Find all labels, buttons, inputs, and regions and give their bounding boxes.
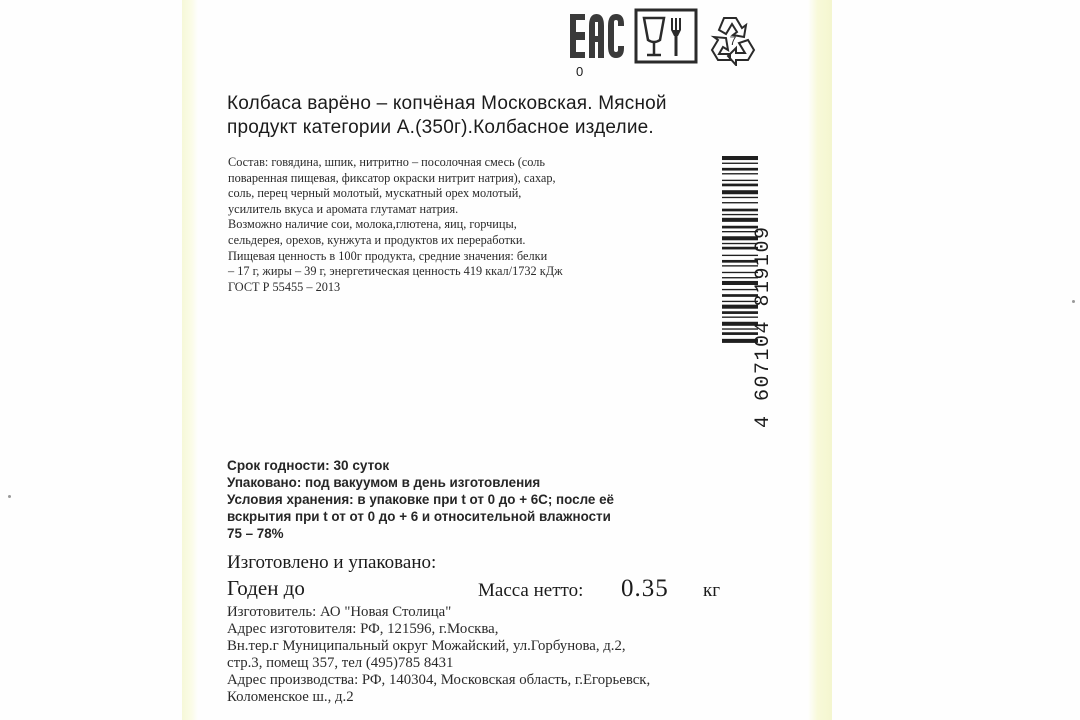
manufacturer-line: Вн.тер.г Муниципальный округ Можайский, ул.Горбунова, д.2,: [227, 638, 626, 654]
title-line: Колбаса варёно – копчёная Московская. Мясной: [227, 93, 667, 114]
ingredients-line: Возможно наличие сои, молока,глютена, яиц, горчицы,: [228, 217, 517, 232]
manufacturer-line: Адрес изготовителя: РФ, 121596, г.Москва,: [227, 621, 499, 637]
packed-info: Упаковано: под вакуумом в день изготовления: [227, 475, 541, 490]
barcode-bar: [722, 190, 758, 194]
ingredients-line: Состав: говядина, шпик, нитритно – посолочная смесь (соль: [228, 155, 545, 169]
barcode-digits: 4 607104 819109: [752, 225, 775, 428]
ingredients-line: усилитель вкуса и аромата глутамат натрия.: [228, 201, 459, 216]
ingredients-line: сельдерея, орехов, кунжута и продуктов их переработки.: [228, 232, 526, 247]
storage-condition-line: Условия хранения: в упаковке при t от 0 до + 6С; после её: [227, 492, 614, 507]
barcode-bar: [722, 168, 758, 171]
barcode-bar: [722, 163, 758, 164]
shelf-life: Срок годности: 30 суток: [227, 458, 390, 473]
eac-mark-icon: [568, 12, 626, 60]
ingredients-block: [228, 155, 698, 295]
manufacturer-line: Изготовитель: АО "Новая Столица": [227, 604, 452, 620]
ingredients-line: ГОСТ Р 55455 – 2013: [228, 279, 341, 294]
barcode-bar: [722, 209, 758, 212]
storage-condition-line: 75 – 78%: [227, 526, 284, 541]
barcode-bar: [722, 218, 758, 222]
label-left-edge: [182, 0, 198, 720]
recycle-code: 7: [729, 34, 737, 48]
recycle-icon: [702, 10, 764, 66]
ingredients-line: – 17 г, жиры – 39 г, энергетическая ценность 419 ккал/1732 кДж: [228, 264, 563, 279]
best-before-label: Годен до: [227, 576, 305, 600]
product-title: [227, 92, 787, 140]
ingredients-line: Пищевая ценность в 100г продукта, средние значения: белки: [228, 248, 548, 263]
manufacturer-line: стр.3, помещ 357, тел (495)785 8431: [227, 655, 454, 671]
made-packed-label: Изготовлено и упаковано:: [227, 552, 437, 573]
net-mass-unit: кг: [703, 580, 721, 601]
barcode-bar: [722, 197, 758, 198]
scan-speck: [8, 495, 11, 498]
barcode-bar: [722, 202, 758, 203]
barcode-bar: [722, 184, 758, 187]
code-zero: 0: [576, 64, 584, 79]
manufacturer-block: [227, 604, 727, 706]
ingredients-line: поваренная пищевая, фиксатор окраски нитрит натрия), сахар,: [228, 170, 556, 185]
barcode-bar: [722, 214, 758, 215]
title-line: продукт категории А.(350г).Колбасное изделие.: [227, 117, 654, 138]
cup-fork-icon: [634, 8, 698, 64]
net-mass-value: 0.35: [621, 575, 669, 602]
ingredients-line: соль, перец черный молотый, мускатный орех молотый,: [228, 186, 522, 201]
storage-condition-line: вскрытия при t от от 0 до + 6 и относительной влажности: [227, 509, 611, 524]
barcode-bar: [722, 180, 758, 181]
manufacturer-line: Адрес производства: РФ, 140304, Московская область, г.Егорьевск,: [227, 672, 651, 688]
storage-block: [227, 457, 707, 542]
barcode-bar: [722, 173, 758, 174]
barcode-bar: [722, 156, 758, 160]
net-mass-label: Масса нетто:: [478, 580, 584, 601]
scan-speck: [1072, 300, 1075, 303]
manufacturer-line: Коломенское ш., д.2: [227, 689, 354, 705]
label-right-edge: [808, 0, 832, 720]
